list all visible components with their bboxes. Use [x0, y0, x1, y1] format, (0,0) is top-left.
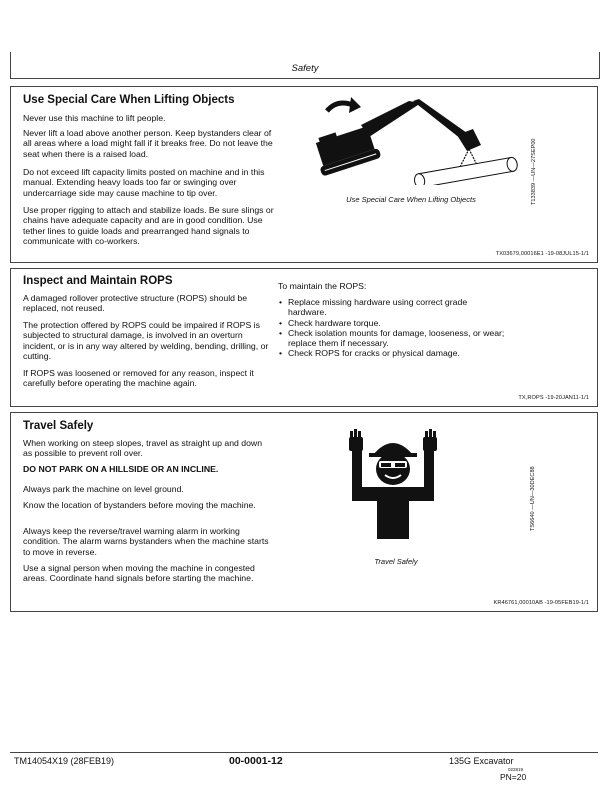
paragraph: Never lift a load above another person. Keep bystanders clear of all areas where a load might fall if it breaks free. Do not leave the seat when there is a raised load.: [23, 128, 273, 159]
section-title: Inspect and Maintain ROPS: [23, 275, 173, 287]
paragraph: Do not exceed lift capacity limits posted on machine and in this manual. Extending heavy loads too far or swinging over undercarriage side may cause machine to tip over.: [23, 167, 265, 198]
section-ref: TX,ROPS -19-20JAN11-1/1: [518, 395, 589, 401]
paragraph: Always keep the reverse/travel warning alarm in working condition. The alarm warns bystanders when the machine starts to move in reverse.: [23, 526, 269, 557]
paragraph: A damaged rollover protective structure (ROPS) should be replaced, not reused.: [23, 293, 248, 314]
list-item: • Check ROPS for cracks or physical damage.: [278, 348, 508, 358]
paragraph: When working on steep slopes, travel as straight up and down as possible to prevent roll over.: [23, 438, 263, 459]
section-title: Travel Safely: [23, 420, 94, 432]
list-item: • Check isolation mounts for damage, looseness, or wear; replace them if necessary.: [278, 328, 508, 349]
model-name: 135G Excavator: [449, 756, 514, 766]
doc-id: TM14054X19 (28FEB19): [14, 756, 115, 766]
paragraph: Use proper rigging to attach and stabilize loads. Be sure slings or chains have adequate capacity and are in good condition. Use tether lines to guide loads and prearranged hand signals to communicate with co-workers.: [23, 205, 274, 246]
section-lifting: [10, 86, 598, 263]
figure-ref: T133839 —UN—27SEP00: [531, 138, 537, 205]
paragraph: The protection offered by ROPS could be impaired if ROPS is subjected to structural damage, is involved in an overturn incident, or is in any way altered by welding, bending, drilling, or cutting.: [23, 320, 269, 361]
list-item: • Check hardware torque.: [278, 318, 508, 328]
print-code: 022819: [508, 767, 524, 772]
section-ref: TX03679,00016E1 -19-08JUL15-1/1: [495, 251, 589, 257]
signal-person-illustration: [345, 429, 441, 541]
figure-caption: Travel Safely: [374, 557, 418, 566]
section-rops: [10, 268, 598, 407]
rops-intro: To maintain the ROPS:: [278, 281, 367, 291]
footer-divider: [10, 752, 598, 753]
section-title: Use Special Care When Lifting Objects: [23, 94, 235, 106]
warning-text: DO NOT PARK ON A HILLSIDE OR AN INCLINE.: [23, 464, 219, 474]
page-id: 00-0001-12: [229, 755, 283, 767]
section-travel: [10, 412, 598, 612]
header-title: Safety: [291, 63, 319, 74]
rops-checklist: [278, 297, 508, 359]
figure-ref: TS6640 —UN—30DEC88: [530, 466, 536, 531]
page-header: [10, 52, 600, 79]
page-number: PN=20: [500, 772, 527, 782]
paragraph: If ROPS was loosened or removed for any reason, inspect it carefully before operating the machine again.: [23, 368, 254, 389]
list-item: • Replace missing hardware using correct grade hardware.: [278, 297, 508, 318]
excavator-lifting-illustration: [309, 93, 519, 185]
paragraph: Never use this machine to lift people.: [23, 113, 166, 123]
paragraph: Know the location of bystanders before moving the machine.: [23, 500, 256, 510]
section-ref: KR46761,00010AB -19-05FEB19-1/1: [493, 600, 589, 606]
paragraph: Use a signal person when moving the machine in congested areas. Coordinate hand signals before starting the machine.: [23, 563, 255, 584]
paragraph: Always park the machine on level ground.: [23, 484, 184, 494]
figure-caption: Use Special Care When Lifting Objects: [346, 195, 476, 204]
